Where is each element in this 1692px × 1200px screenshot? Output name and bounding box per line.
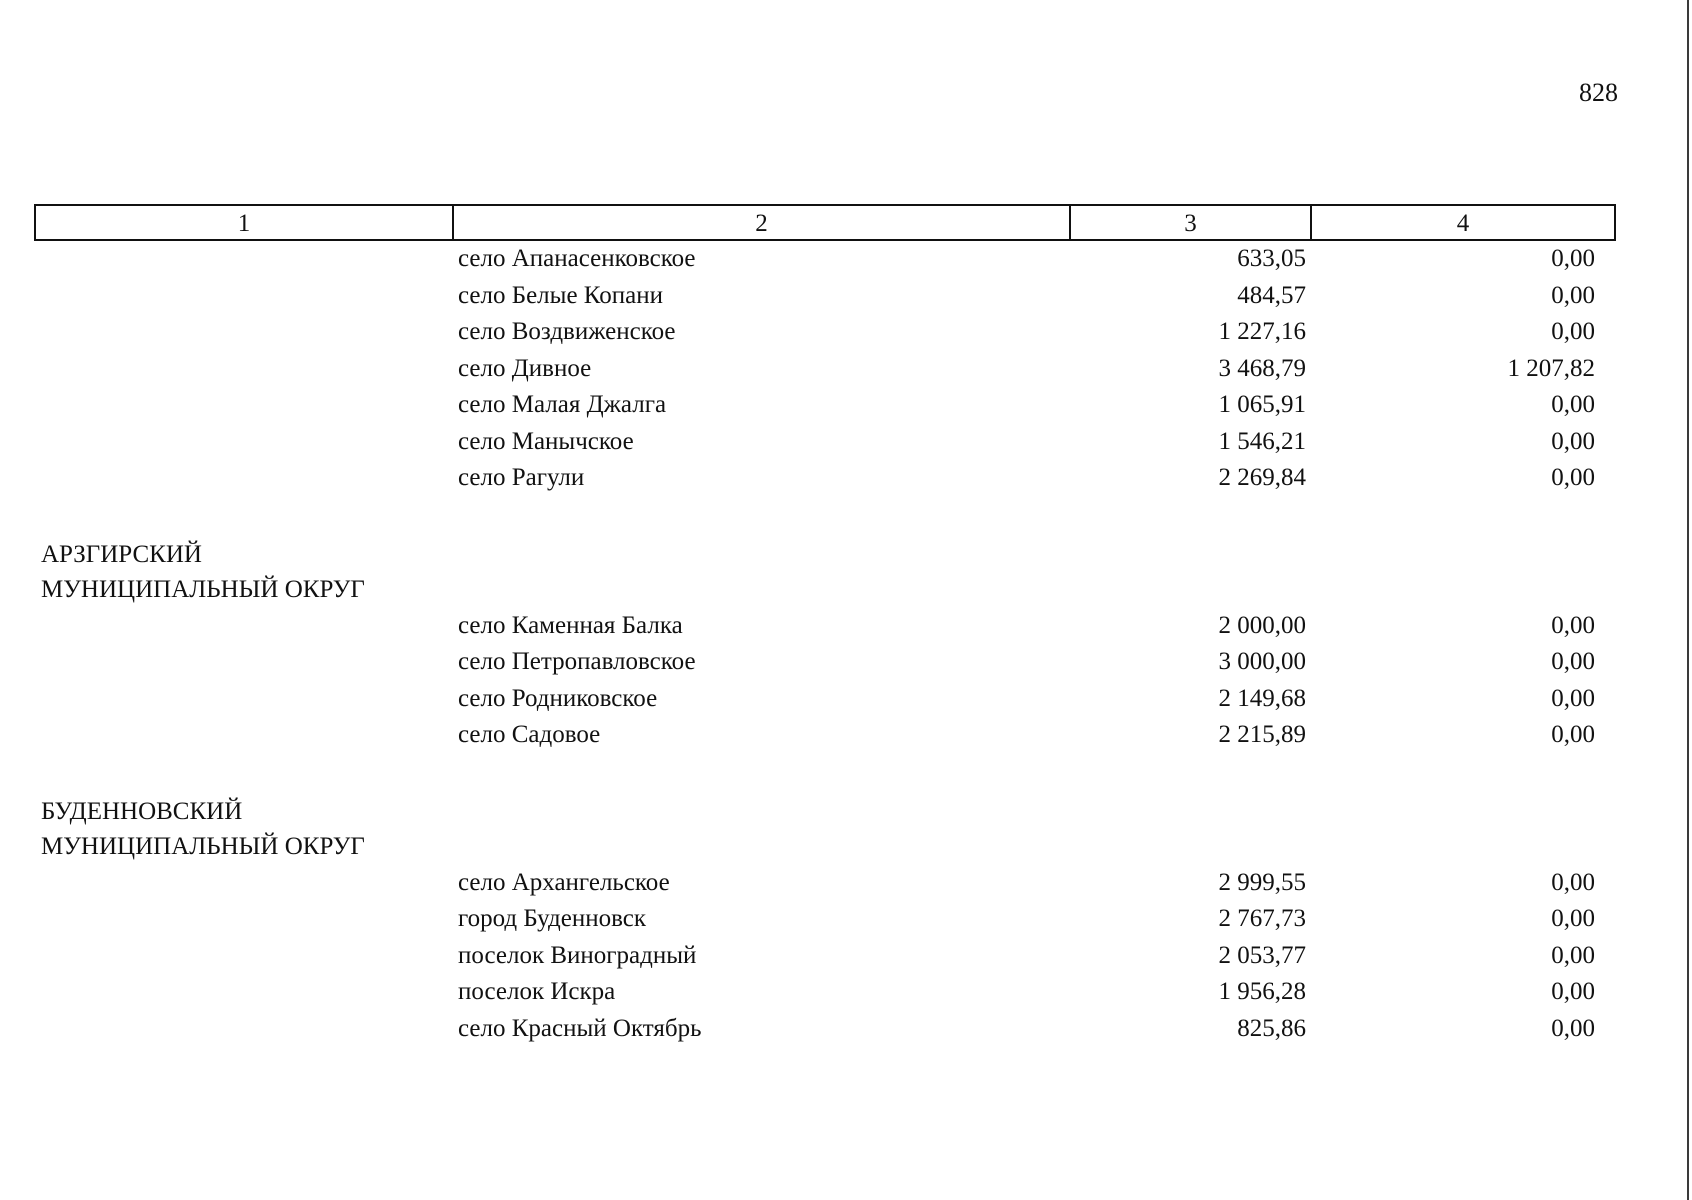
value-col-3: 633,05 xyxy=(1237,245,1306,272)
table-row xyxy=(34,865,1616,902)
value-col-4: 0,00 xyxy=(1551,427,1595,455)
table-row xyxy=(34,644,1616,681)
value-col-3: 825,86 xyxy=(1237,1014,1306,1042)
value-col-4: 0,00 xyxy=(1551,648,1595,675)
value-col-3: 1 065,91 xyxy=(1218,391,1306,418)
header-col-2: 2 xyxy=(454,206,1071,239)
value-col-3: 2 000,00 xyxy=(1218,611,1306,639)
value-col-4: 0,00 xyxy=(1551,281,1595,309)
table-row xyxy=(34,460,1616,497)
header-col-3: 3 xyxy=(1071,206,1312,239)
value-col-3: 2 053,77 xyxy=(1218,941,1306,969)
settlement-name: село Малая Джалга xyxy=(458,391,667,418)
district-name-line-1: БУДЕННОВСКИЙ xyxy=(41,797,243,825)
district-name-line-2: МУНИЦИПАЛЬНЫЙ ОКРУГ xyxy=(41,832,365,860)
value-col-4: 0,00 xyxy=(1551,245,1595,272)
table-row xyxy=(34,387,1616,424)
value-col-3: 1 546,21 xyxy=(1218,427,1306,455)
value-col-4: 0,00 xyxy=(1551,391,1595,418)
table-header xyxy=(34,204,1616,241)
table-row xyxy=(34,314,1616,351)
settlement-name: поселок Виноградный xyxy=(458,941,697,969)
table-row xyxy=(34,1011,1616,1048)
scan-edge-line xyxy=(1687,0,1689,1200)
value-col-4: 0,00 xyxy=(1551,1014,1595,1042)
value-col-4: 0,00 xyxy=(1551,464,1595,491)
settlement-name: село Воздвиженское xyxy=(458,318,676,345)
table-row xyxy=(34,278,1616,315)
settlement-name: село Каменная Балка xyxy=(458,611,683,639)
table-row xyxy=(34,608,1616,645)
settlement-name: село Дивное xyxy=(458,354,592,382)
value-col-3: 1 956,28 xyxy=(1218,978,1306,1005)
settlement-name: село Рагули xyxy=(458,464,585,491)
value-col-3: 2 767,73 xyxy=(1218,905,1306,932)
settlement-name: село Манычское xyxy=(458,427,634,455)
value-col-3: 2 215,89 xyxy=(1218,721,1306,748)
value-col-4: 0,00 xyxy=(1551,721,1595,748)
value-col-3: 2 149,68 xyxy=(1218,684,1306,712)
settlement-name: село Апанасенковское xyxy=(458,245,696,272)
page-number: 828 xyxy=(1579,78,1618,107)
value-col-3: 3 000,00 xyxy=(1218,648,1306,675)
value-col-4: 1 207,82 xyxy=(1507,354,1595,382)
table-body xyxy=(34,241,1616,1047)
value-col-3: 1 227,16 xyxy=(1218,318,1306,345)
settlement-name: поселок Искра xyxy=(458,978,616,1005)
table-row xyxy=(34,351,1616,388)
settlement-name: село Архангельское xyxy=(458,868,670,896)
value-col-3: 2 999,55 xyxy=(1218,868,1306,896)
header-col-1: 1 xyxy=(36,206,454,239)
settlement-name: село Родниковское xyxy=(458,684,658,712)
table-row xyxy=(34,974,1616,1011)
header-col-4: 4 xyxy=(1456,210,1470,237)
value-col-3: 2 269,84 xyxy=(1218,464,1306,491)
value-col-3: 3 468,79 xyxy=(1218,354,1306,382)
table-row xyxy=(34,424,1616,461)
table-row xyxy=(34,901,1616,938)
value-col-4: 0,00 xyxy=(1551,905,1595,932)
settlement-name: село Белые Копани xyxy=(458,281,663,309)
district-heading xyxy=(34,537,1616,607)
value-col-4: 0,00 xyxy=(1551,684,1595,712)
value-col-4: 0,00 xyxy=(1551,978,1595,1005)
district-heading xyxy=(34,794,1616,864)
value-col-3: 484,57 xyxy=(1237,281,1306,309)
value-col-4: 0,00 xyxy=(1551,611,1595,639)
settlement-name: село Красный Октябрь xyxy=(458,1014,702,1042)
settlement-name: село Садовое xyxy=(458,721,601,748)
value-col-4: 0,00 xyxy=(1551,941,1595,969)
table-row xyxy=(34,681,1616,718)
table-row xyxy=(34,241,1616,278)
value-col-4: 0,00 xyxy=(1551,318,1595,345)
settlement-name: город Буденновск xyxy=(458,905,647,932)
settlement-name: село Петропавловское xyxy=(458,648,696,675)
table-row xyxy=(34,938,1616,975)
table-row xyxy=(34,717,1616,754)
value-col-4: 0,00 xyxy=(1551,868,1595,896)
district-name-line-1: АРЗГИРСКИЙ xyxy=(41,540,202,568)
district-name-line-2: МУНИЦИПАЛЬНЫЙ ОКРУГ xyxy=(41,575,365,603)
